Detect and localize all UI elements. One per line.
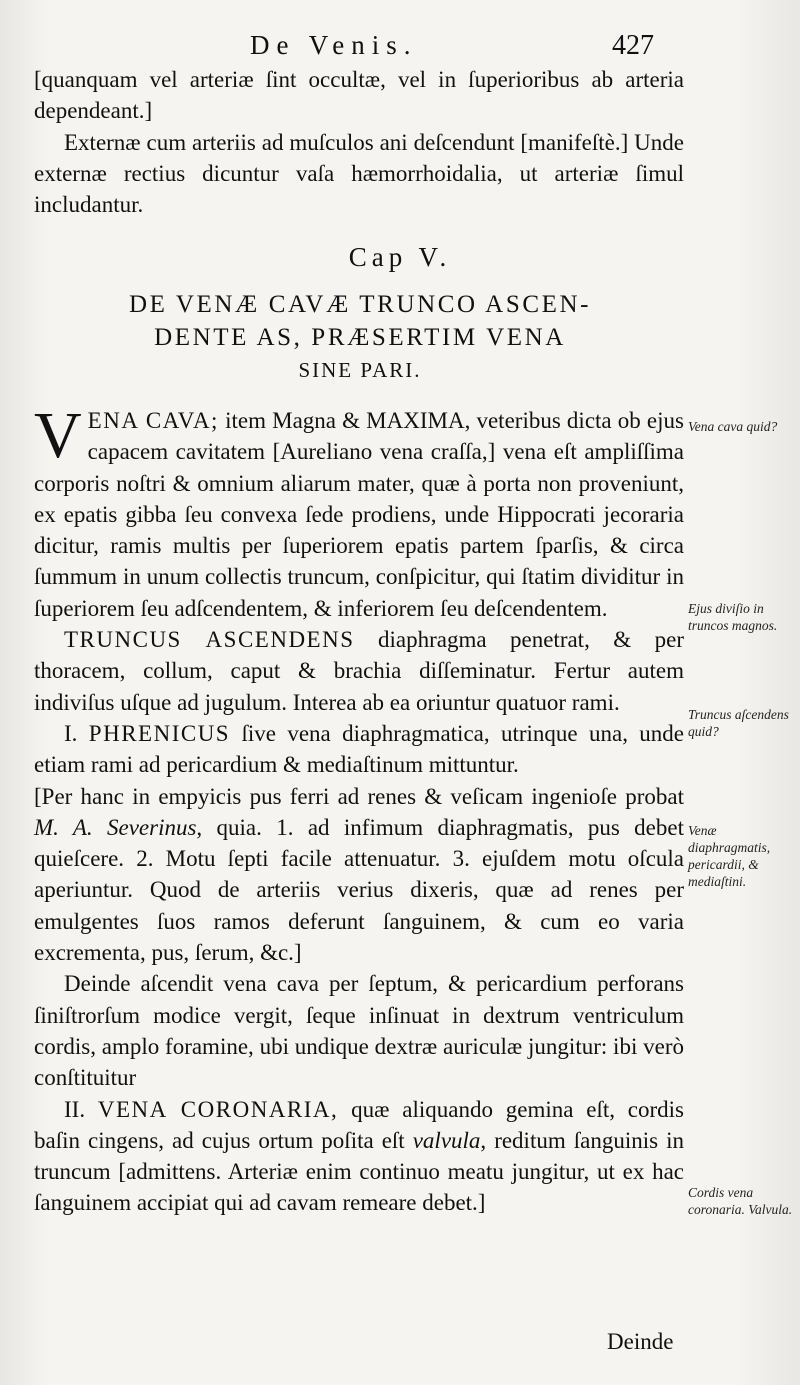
main-text-block [34, 399, 685, 1219]
paragraph-severinus [34, 781, 684, 969]
text-truncus: diaphragma penetrat, & per thoracem, collum, caput & brachia diſſeminatur. Fertur autem indiviſus uſque ad jugulum. Interea ab ea oriuntur quatuor rami. [34, 627, 685, 715]
margin-note-divisio: Ejus diviſio in truncos magnos. [688, 601, 778, 633]
text-severinus-b: , quia. 1. ad infimum diaphragmatis, pus debet quieſcere. 2. Motu ſepti facile attenuatur. 3. ejuſdem motu oſcula aperiuntur. Quod de arteriis verius dixeris, quæ ad renes per emulgentes ſuos ramos deferunt ſanguinem, & cum eo varia excrementa, pus, ſerum, &c.] [34, 814, 684, 966]
margin-note-vena-cava: Vena cava quid? [688, 419, 778, 434]
lead-truncus: TRUNCUS ASCENDENS [64, 627, 355, 653]
chapter-title [30, 288, 690, 387]
margin-note-truncus: Truncus aſcendens quid? [688, 707, 789, 739]
text-coronaria-b: , reditum ſanguinis in truncum [admittens. Arteriæ enim continuo meatu jungitur, ut ex hac ſanguinem accipiat qui ad cavam remeare debet.] [34, 1127, 684, 1216]
running-head-title: De Venis. [250, 30, 418, 60]
author-name: M. A. Severinus [34, 814, 197, 840]
text-severinus-a: [Per hanc in empyicis pus ferri ad renes & veſicam ingenioſe probat [34, 783, 684, 809]
paragraph-phrenicus [34, 718, 684, 781]
paragraph-coronaria [34, 1094, 684, 1219]
page-number: 427 [612, 30, 654, 61]
top-text-block [34, 64, 684, 220]
text-coronaria-a: quæ aliquando gemina eſt, cordis baſin cingens, ad cujus ortum poſita eſt [34, 1096, 685, 1153]
paragraph-deinde: Deinde aſcendit vena cava per ſeptum, & pericardium perforans ſiniſtrorſum modice vergit, ſeque inſinuat in dextrum ventriculum cordis, amplo foramine, ubi undique dextræ auriculæ jungitur: ibi verò conſtituitur [34, 971, 684, 1091]
paragraph-top-1: [quanquam vel arteriæ ſint occultæ, vel in ſuperioribus ab arteria dependeant.] [34, 67, 684, 124]
paragraph-truncus-ascendens [34, 624, 684, 718]
chapter-title-line-1: DE VENÆ CAVÆ TRUNCO ASCEN- [128, 291, 592, 318]
numeral-2: II. [64, 1096, 86, 1122]
lead-vena-cava: ENA CAVA; [87, 408, 219, 433]
lead-phrenicus: PHRENICUS [88, 720, 231, 746]
chapter-number: Cap V. [348, 242, 452, 272]
chapter-title-line-3: SINE PARI. [298, 358, 422, 382]
paragraph-top-2: Externæ cum arteriis ad muſculos ani deſcendunt [manifeſtè.] Unde externæ rectius dicuntur vaſa hæmorrhoidalia, ut arteriæ ſimul includantur. [34, 129, 684, 218]
drop-cap: V [34, 399, 82, 472]
text-vena-cava: item Magna & MAXIMA, veteribus dicta ob ejus capacem cavitatem [Aureliano vena craſſa,] vena eſt ampliſſima corporis noſtri & omnium aliarum mater, quæ à porta non proveniunt, ex epatis gibba ſeu convexa ſede prodiens, unde Hippocrati jecoraria dicitur, ramis multis per ſuperiorem epatis partem ſparſis, & circa ſummum in unum collectis truncum, conſpicitur, qui ſtatim dividitur in ſuperiorem ſeu adſcendentem, & inferiorem ſeu deſcendentem. [34, 408, 684, 621]
lead-coronaria: VENA CORONARIA, [97, 1096, 339, 1122]
margin-note-coronaria: Cordis vena coronaria. Valvula. [688, 1185, 793, 1217]
valvula-term: valvula [412, 1127, 481, 1153]
numeral-1: I. [64, 720, 78, 746]
margin-note-phrenicus: Venæ diaphragmatis, pericardii, & mediaſtini. [688, 823, 771, 889]
chapter-title-line-2: DENTE AS, PRÆSERTIM VENA [154, 324, 566, 351]
catchword: Deinde [607, 1329, 674, 1354]
paragraph-vena-cava [34, 399, 684, 624]
text-phrenicus: ſive vena diaphragmatica, utrinque una, unde etiam rami ad pericardium & mediaſtinum mittuntur. [34, 720, 685, 778]
